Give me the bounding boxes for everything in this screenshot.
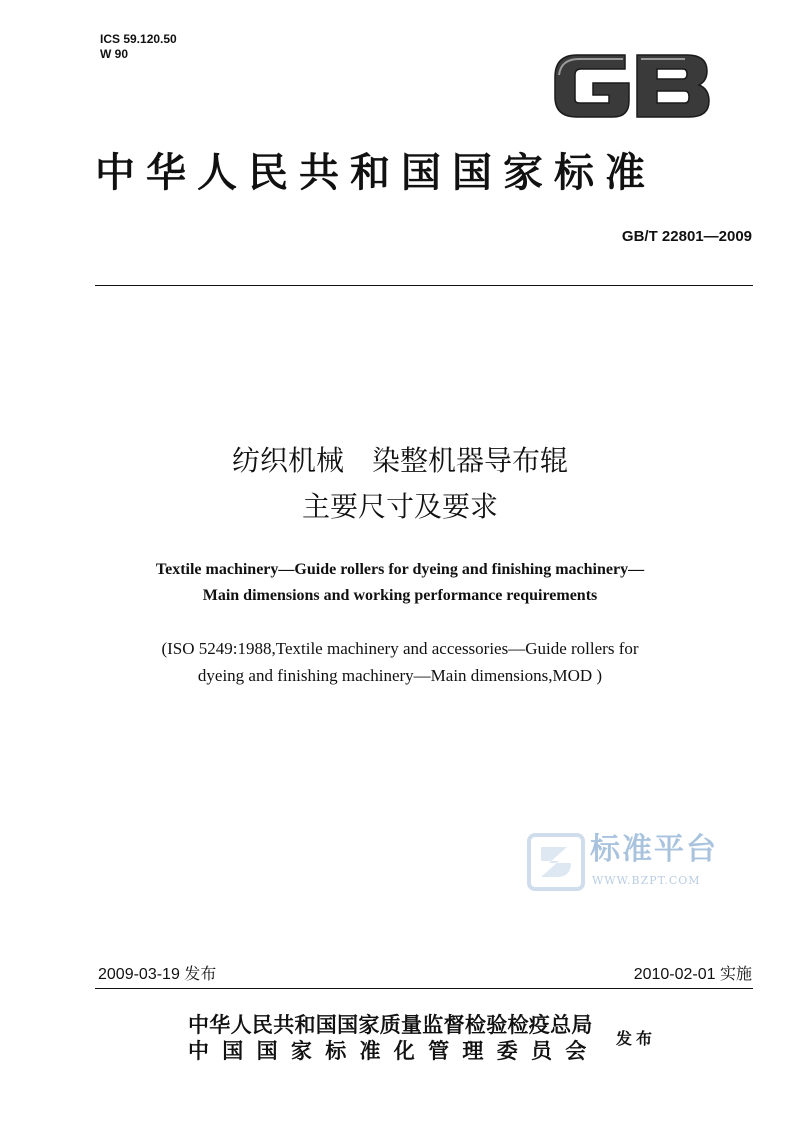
- classification-codes: [100, 32, 177, 62]
- issuer-line2: 中国国家标准化管理委员会: [188, 1039, 600, 1063]
- issuer-line1: 中华人民共和国国家质量监督检验检疫总局: [188, 1013, 593, 1037]
- implementation-date: 2010-02-01 实施: [633, 966, 752, 983]
- document-title-cn-line2: 主要尺寸及要求: [301, 490, 498, 523]
- gb-logo: [547, 45, 715, 127]
- ccs-code: W 90: [100, 47, 129, 61]
- footer-divider: [95, 988, 753, 989]
- national-standard-title: 中华人民共和国国家标准: [95, 150, 656, 196]
- publish-label: 发布: [616, 1029, 657, 1048]
- header-divider: [95, 285, 753, 286]
- iso-reference-line2: dyeing and finishing machinery—Main dimensions,MOD ): [197, 666, 603, 685]
- issue-date: 2009-03-19 发布: [98, 966, 217, 983]
- watermark-text: 标准平台: [590, 832, 718, 867]
- document-title-en-line2: Main dimensions and working performance requirements: [202, 587, 598, 604]
- watermark-url: WWW.BZPT.COM: [592, 874, 701, 887]
- iso-reference-line1: (ISO 5249:1988,Textile machinery and accessories—Guide rollers for: [161, 639, 639, 658]
- standard-code: GB/T 22801—2009: [621, 228, 752, 245]
- watermark-logo-icon: [527, 833, 585, 891]
- ics-code: ICS 59.120.50: [100, 32, 177, 46]
- document-title-en-line1: Textile machinery—Guide rollers for dyeing and finishing machinery—: [155, 561, 645, 578]
- document-title-cn-line1: 纺织机械 染整机器导布辊: [231, 444, 568, 477]
